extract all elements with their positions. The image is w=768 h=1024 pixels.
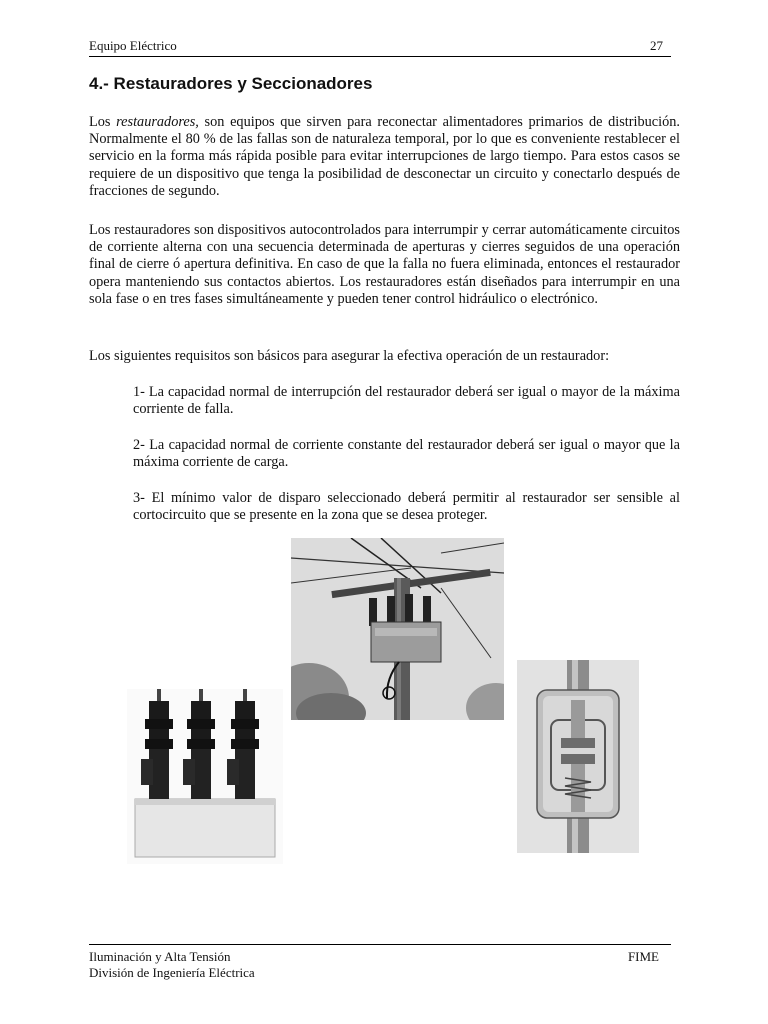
page-footer	[89, 944, 671, 981]
page-number: 27	[650, 38, 663, 53]
pole-recloser-photo	[291, 538, 504, 720]
vacuum-interrupter-photo	[517, 660, 639, 853]
three-phase-recloser-photo	[127, 689, 283, 864]
paragraph-1-emphasis: restauradores,	[116, 114, 199, 130]
paragraph-1-rest: son equipos que sirven para reconectar alimentadores primarios de distribución. Normalmente el 80 % de las fallas son de naturaleza temporal, por lo que es conveniente restablecer el servicio en la forma más rápida posible para evitar interrupciones de largo tiempo. Para estos casos se requiere de un dispositivo que tenga la posibilidad de desconectar un circuito y conectarlo después de fracciones de segundo.	[89, 114, 680, 199]
footer-line-2: División de Ingeniería Eléctrica	[89, 965, 255, 980]
vacuum-interrupter-illustration	[517, 660, 639, 853]
footer-institution: FIME	[627, 949, 659, 964]
paragraph-3: Los siguientes requisitos son básicos para asegurar la efectiva operación de un restaurador:	[89, 348, 610, 364]
pole-recloser-illustration	[291, 538, 504, 720]
page-header	[89, 36, 671, 57]
header-title: Equipo Eléctrico	[89, 38, 177, 53]
requirement-2: 2- La capacidad normal de corriente constante del restaurador deberá ser igual o mayor que la máxima corriente de carga.	[133, 437, 680, 471]
footer-line-1: Iluminación y Alta Tensión	[89, 949, 231, 964]
paragraph-1-lead: Los	[89, 114, 117, 130]
paragraph-1	[89, 114, 680, 200]
paragraph-2: Los restauradores son dispositivos autocontrolados para interrumpir y cerrar automáticamente circuitos de corriente alterna con una secuencia determinada de aperturas y cierres seguidos de una operación final de cierre ó apertura definitiva. En caso de que la falla no fuera eliminada, entonces el restaurador opera manteniendo sus contactos abiertos. Los restauradores están diseñados para interrumpir en una sola fase o en tres fases simultáneamente y pueden tener control hidráulico o electrónico.	[89, 222, 680, 307]
section-title: 4.- Restauradores y Seccionadores	[89, 74, 373, 93]
requirement-3: 3- El mínimo valor de disparo seleccionado deberá permitir al restaurador ser sensible al cortocircuito que se presente en la zona que se desea proteger.	[133, 490, 680, 524]
requirement-1: 1- La capacidad normal de interrupción del restaurador deberá ser igual o mayor de la máxima corriente de falla.	[133, 384, 680, 418]
three-phase-recloser-illustration	[127, 689, 283, 864]
